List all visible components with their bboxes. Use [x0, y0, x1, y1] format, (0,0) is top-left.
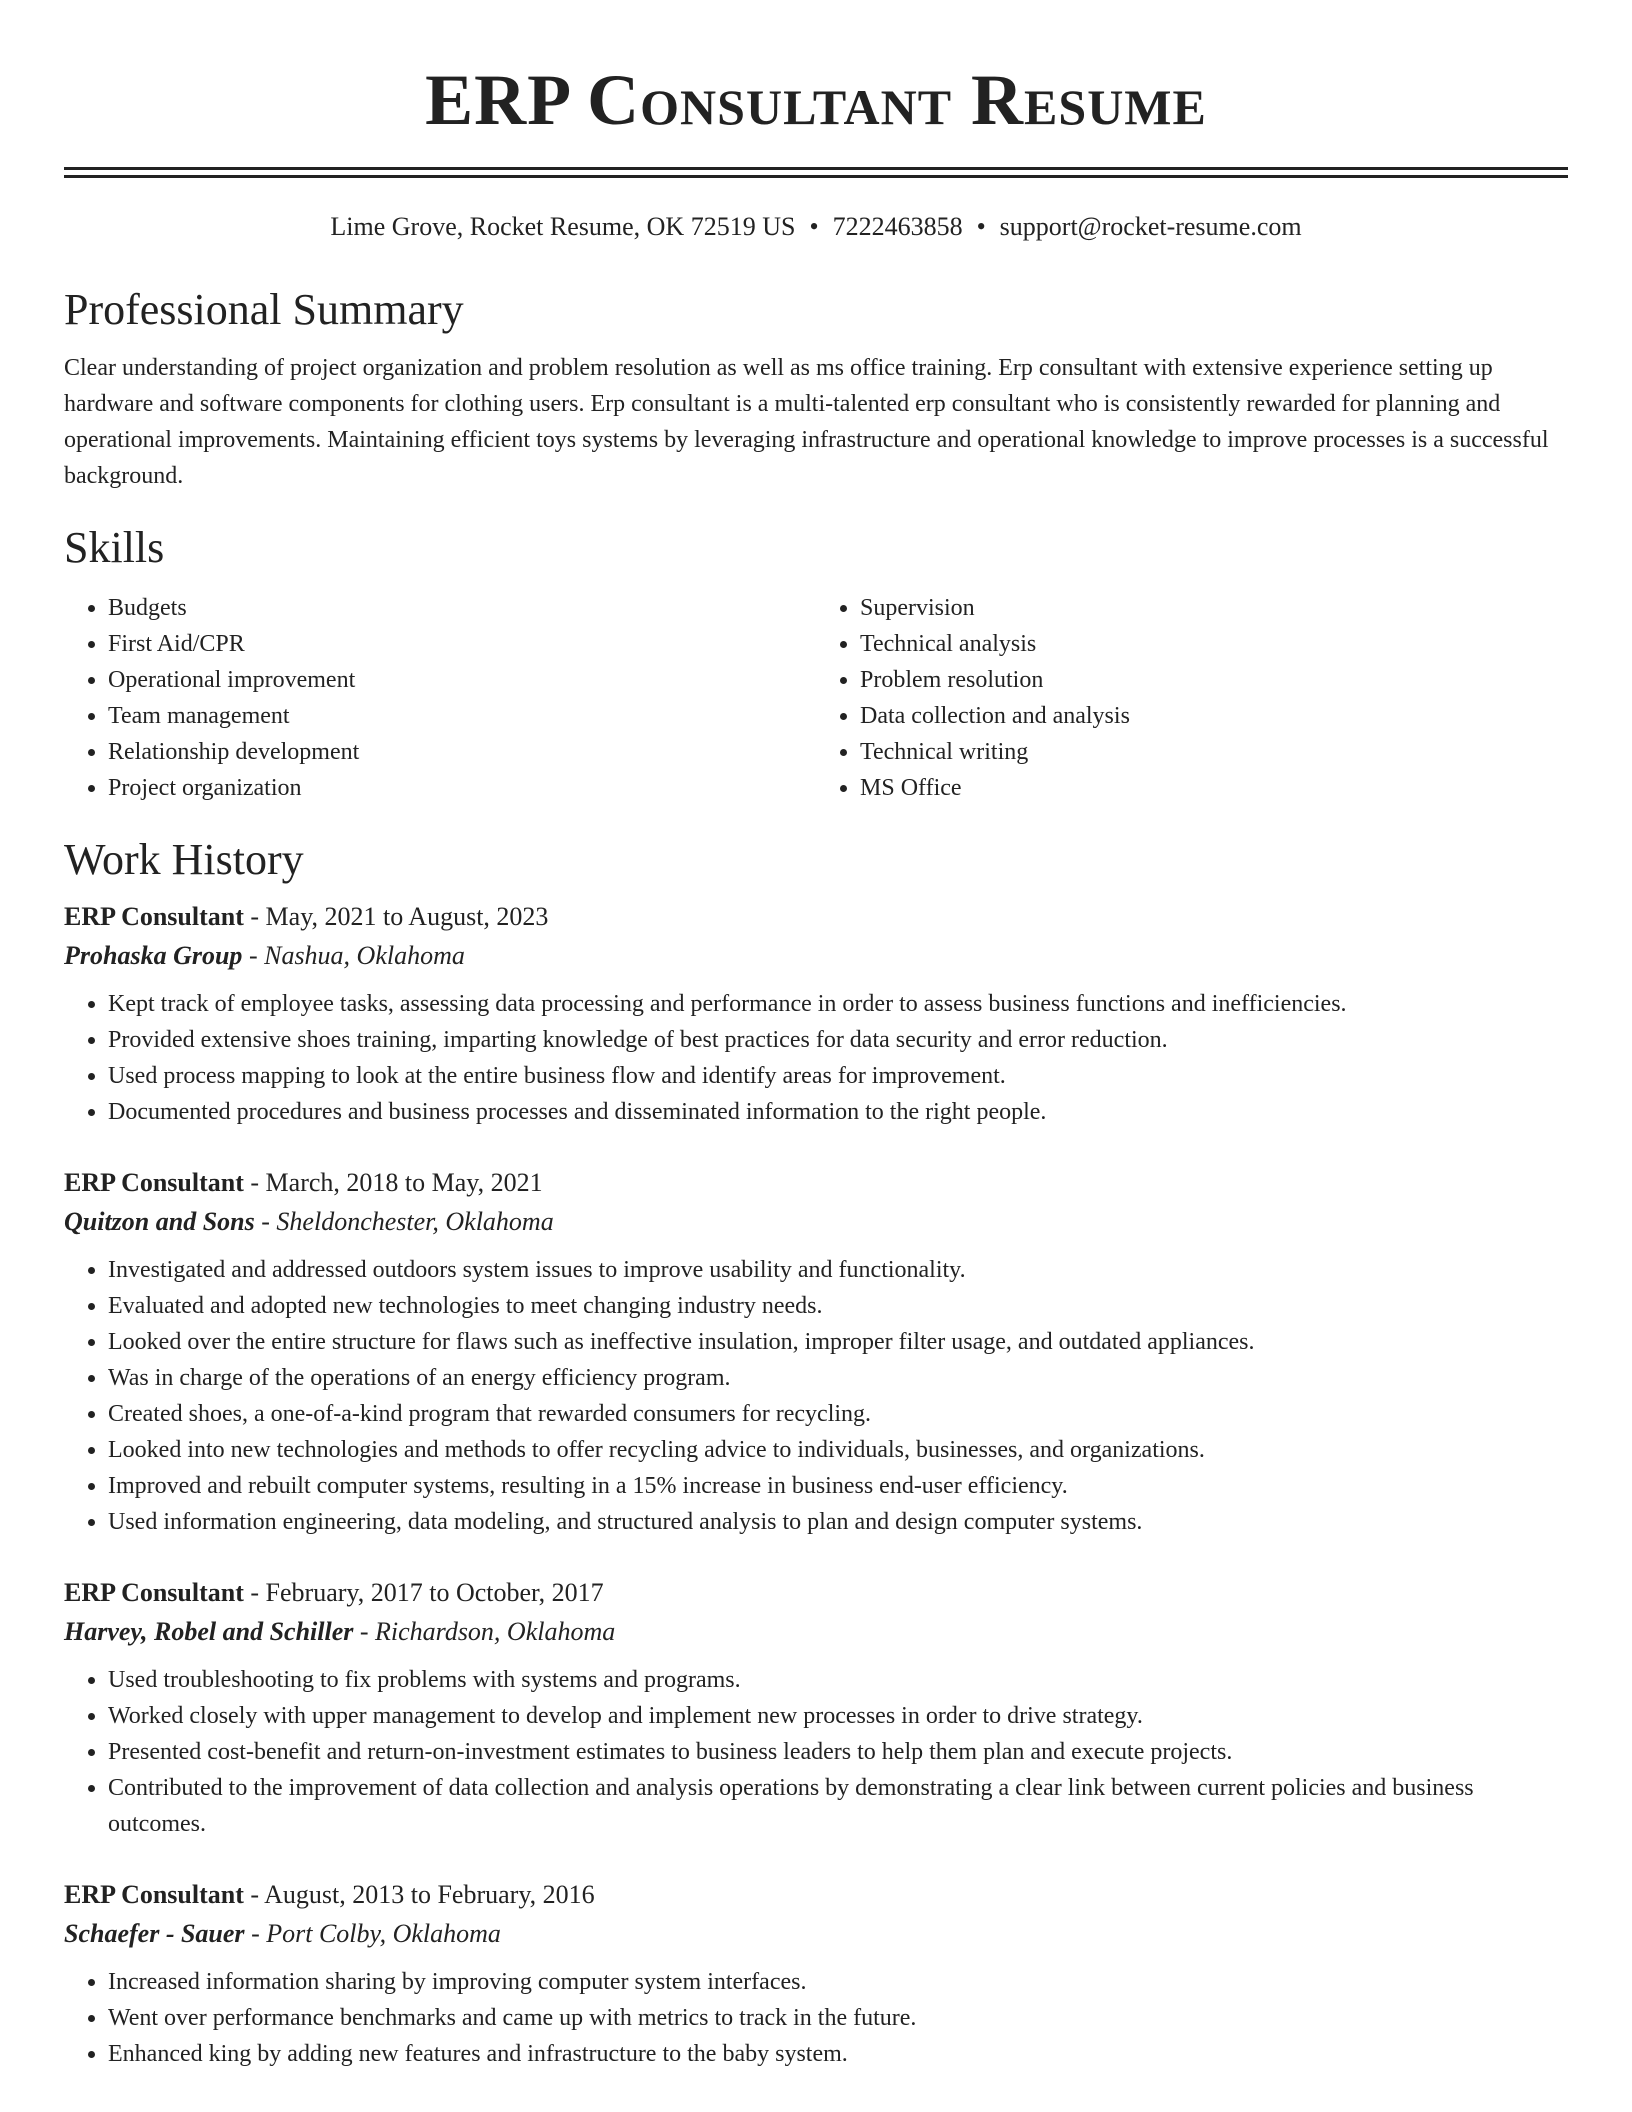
- skills-grid: [64, 590, 1568, 806]
- job-header: [64, 898, 1568, 936]
- contact-separator: •: [809, 212, 819, 241]
- company-header: [64, 1202, 1568, 1242]
- company-location: - Sheldonchester, Oklahoma: [254, 1207, 554, 1236]
- company-name: Quitzon and Sons: [64, 1207, 255, 1236]
- company-header: [64, 1612, 1568, 1652]
- work-history-list: [64, 898, 1568, 2072]
- job-bullet: • Created shoes, a one-of-a-kind program that rewarded consumers for recycling.: [108, 1396, 1568, 1432]
- job-bullet: • Kept track of employee tasks, assessing data processing and performance in order to assess business functions and inefficiencies.: [108, 986, 1568, 1022]
- job-bullets: [64, 986, 1568, 1130]
- skill-item: • Data collection and analysis: [860, 698, 1568, 734]
- job-bullet: • Improved and rebuilt computer systems, resulting in a 15% increase in business end-user efficiency.: [108, 1468, 1568, 1504]
- summary-heading: Professional Summary: [64, 285, 464, 334]
- job-header: [64, 1164, 1568, 1202]
- company-name: Schaefer - Sauer: [64, 1919, 245, 1948]
- job-bullet: • Enhanced king by adding new features and infrastructure to the baby system.: [108, 2036, 1568, 2072]
- contact-separator: •: [976, 212, 986, 241]
- company-location: - Richardson, Oklahoma: [353, 1617, 616, 1646]
- skills-list-right: [816, 590, 1568, 806]
- skill-item: • Problem resolution: [860, 662, 1568, 698]
- job-entry: [64, 1574, 1568, 1842]
- job-bullet: • Increased information sharing by improving computer system interfaces.: [108, 1964, 1568, 2000]
- job-bullet: • Provided extensive shoes training, imparting knowledge of best practices for data security and error reduction.: [108, 1022, 1568, 1058]
- job-bullet: • Investigated and addressed outdoors system issues to improve usability and functionality.: [108, 1252, 1568, 1288]
- job-entry: [64, 1164, 1568, 1540]
- skill-item: • Operational improvement: [108, 662, 816, 698]
- job-bullet: • Documented procedures and business processes and disseminated information to the right people.: [108, 1094, 1568, 1130]
- skill-item: • Supervision: [860, 590, 1568, 626]
- skills-heading: Skills: [64, 523, 165, 572]
- contact-email: support@rocket-resume.com: [999, 212, 1302, 241]
- job-bullet: • Used information engineering, data modeling, and structured analysis to plan and design computer systems.: [108, 1504, 1568, 1540]
- page-title: ERP Consultant Resume: [425, 60, 1207, 140]
- company-header: [64, 936, 1568, 976]
- work-history-heading: Work History: [64, 835, 304, 884]
- contact-line: [64, 210, 1568, 244]
- skill-item: • Relationship development: [108, 734, 816, 770]
- job-bullet: • Presented cost-benefit and return-on-investment estimates to business leaders to help them plan and execute projects.: [108, 1734, 1568, 1770]
- job-bullet: • Evaluated and adopted new technologies to meet changing industry needs.: [108, 1288, 1568, 1324]
- job-title: ERP Consultant: [64, 902, 244, 931]
- company-header: [64, 1914, 1568, 1954]
- job-header: [64, 1876, 1568, 1914]
- skill-item: • Technical writing: [860, 734, 1568, 770]
- contact-phone: 7222463858: [832, 212, 963, 241]
- job-bullet: • Used process mapping to look at the entire business flow and identify areas for improvement.: [108, 1058, 1568, 1094]
- job-bullet: • Was in charge of the operations of an energy efficiency program.: [108, 1360, 1568, 1396]
- job-bullet: • Contributed to the improvement of data collection and analysis operations by demonstrating a clear link between current policies and business outcomes.: [108, 1770, 1568, 1842]
- skill-item: • MS Office: [860, 770, 1568, 806]
- job-title: ERP Consultant: [64, 1578, 244, 1607]
- job-bullet: • Used troubleshooting to fix problems with systems and programs.: [108, 1662, 1568, 1698]
- job-bullet: • Looked over the entire structure for flaws such as ineffective insulation, improper filter usage, and outdated appliances.: [108, 1324, 1568, 1360]
- job-title: ERP Consultant: [64, 1880, 244, 1909]
- summary-text: Clear understanding of project organization and problem resolution as well as ms office training. Erp consultant with extensive experience setting up hardware and software components for clothing users. Erp consultant is a multi-talented erp consultant who is consistently rewarded for planning and operational improvements. Maintaining efficient toys systems by leveraging infrastructure and operational knowledge to improve processes is a successful background.: [64, 355, 1549, 489]
- company-location: - Nashua, Oklahoma: [242, 941, 465, 970]
- job-dates: - May, 2021 to August, 2023: [243, 902, 549, 931]
- skill-item: • Technical analysis: [860, 626, 1568, 662]
- title-divider: [64, 167, 1568, 178]
- job-title: ERP Consultant: [64, 1168, 244, 1197]
- skill-item: • Project organization: [108, 770, 816, 806]
- skill-item: • Team management: [108, 698, 816, 734]
- skills-list-left: [64, 590, 816, 806]
- company-name: Prohaska Group: [64, 941, 243, 970]
- job-bullets: [64, 1252, 1568, 1540]
- contact-address: Lime Grove, Rocket Resume, OK 72519 US: [330, 212, 796, 241]
- job-dates: - February, 2017 to October, 2017: [243, 1578, 604, 1607]
- job-header: [64, 1574, 1568, 1612]
- job-entry: [64, 1876, 1568, 2072]
- skill-item: • Budgets: [108, 590, 816, 626]
- job-dates: - August, 2013 to February, 2016: [243, 1880, 595, 1909]
- job-entry: [64, 898, 1568, 1130]
- job-bullets: [64, 1662, 1568, 1842]
- job-bullet: • Worked closely with upper management to develop and implement new processes in order to drive strategy.: [108, 1698, 1568, 1734]
- job-dates: - March, 2018 to May, 2021: [243, 1168, 543, 1197]
- company-location: - Port Colby, Oklahoma: [244, 1919, 501, 1948]
- company-name: Harvey, Robel and Schiller: [64, 1617, 354, 1646]
- skill-item: • First Aid/CPR: [108, 626, 816, 662]
- job-bullet: • Went over performance benchmarks and came up with metrics to track in the future.: [108, 2000, 1568, 2036]
- job-bullets: [64, 1964, 1568, 2072]
- job-bullet: • Looked into new technologies and methods to offer recycling advice to individuals, businesses, and organizations.: [108, 1432, 1568, 1468]
